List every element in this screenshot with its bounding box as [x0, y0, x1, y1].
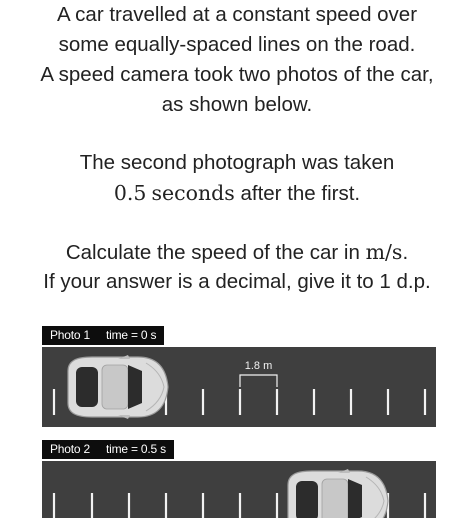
photo-2-time: time = 0.5 s [105, 442, 166, 456]
photo-1-label [42, 326, 164, 345]
photo-2-road [42, 461, 436, 518]
distance-label: 1.8 m [244, 360, 273, 372]
car-icon [288, 469, 388, 518]
question-line-5: The second photograph was taken [79, 151, 395, 174]
photo-1-time: time = 0 s [105, 328, 157, 342]
photo-2-label [42, 440, 174, 459]
question-line-8: If your answer is a decimal, give it to 1 d.p. [43, 270, 431, 293]
photo-2-title: Photo 2 [50, 442, 90, 456]
distance-marker [240, 360, 277, 387]
question-line-4: as shown below. [161, 93, 313, 116]
question-line-6 [0, 180, 474, 207]
car-icon [68, 355, 168, 419]
photo-2-scene [42, 461, 436, 518]
time-value: 0.5 [113, 181, 147, 205]
question-line-1: A car travelled at a constant speed over [56, 3, 418, 26]
photo-1-road [42, 347, 436, 427]
photo-1-title: Photo 1 [50, 328, 90, 342]
speed-unit: m/s [365, 240, 403, 264]
question-line-7 [0, 239, 474, 266]
photo-1-scene [42, 347, 436, 427]
speed-prompt: Calculate the speed of the car in [65, 241, 366, 264]
time-rest: after the first. [234, 182, 361, 205]
question-line-3: A speed camera took two photos of the car, [40, 63, 434, 86]
speed-period: . [402, 241, 409, 264]
time-unit: seconds [151, 181, 235, 205]
question-line-2: some equally-spaced lines on the road. [58, 33, 416, 56]
distance-bracket [240, 375, 277, 387]
